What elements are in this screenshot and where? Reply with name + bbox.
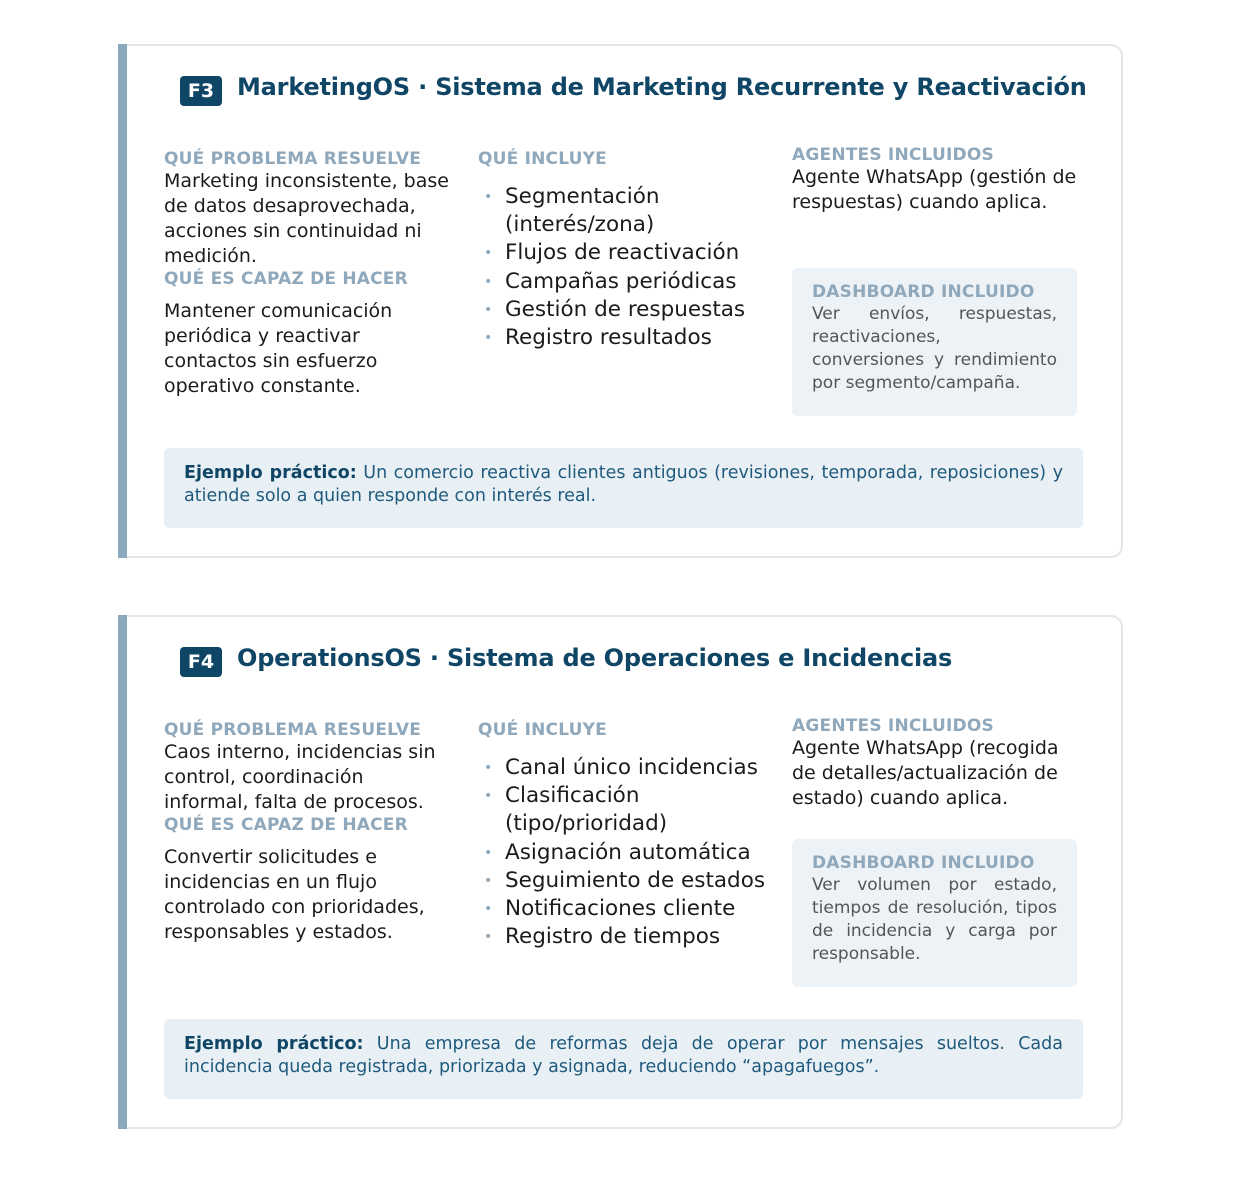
dashboard-box — [792, 839, 1077, 987]
list-item: • Seguimiento de estados — [478, 867, 778, 895]
problem-column — [164, 149, 454, 399]
bullet-icon: • — [484, 273, 493, 290]
problem-column — [164, 720, 454, 945]
dashboard-box — [792, 268, 1077, 416]
bullet-icon: • — [484, 929, 493, 946]
example-text: Un comercio reactiva clientes antiguos (revisiones, temporada, reposiciones) y atiende solo a quien responde con interés real. — [184, 463, 1063, 506]
includes-label: QUÉ INCLUYE — [478, 720, 607, 740]
problem-label: QUÉ PROBLEMA RESUELVE — [164, 720, 422, 740]
card-marketingos — [118, 44, 1123, 558]
bullet-icon: • — [484, 245, 493, 262]
list-item: • Segmentación (interés/zona) — [484, 184, 660, 238]
section-badge: F4 — [180, 647, 222, 677]
bullet-icon: • — [484, 301, 493, 318]
example-text: Una empresa de reformas deja de operar por mensajes sueltos. Cada incidencia queda registrada, priorizada y asignada, reduciendo “apagafuegos”. — [184, 1034, 1063, 1077]
dashboard-text: Ver volumen por estado, tiempos de resolución, tipos de incidencia y carga por responsable. — [812, 875, 1057, 964]
includes-column — [478, 149, 778, 352]
list-item: • Registro resultados — [478, 324, 778, 352]
list-item: • Notificaciones cliente — [478, 895, 778, 923]
bullet-icon: • — [484, 844, 493, 861]
dashboard-label: DASHBOARD INCLUIDO — [812, 853, 1035, 873]
dashboard-text: Ver envíos, respuestas, reactivaciones, conversiones y rendimiento por segmento/campaña. — [812, 304, 1057, 393]
card-operationsos — [118, 615, 1123, 1129]
bullet-icon: • — [484, 330, 493, 347]
list-item: • Flujos de reactivación — [478, 239, 778, 267]
list-item: • Asignación automática — [478, 839, 778, 867]
card-title: OperationsOS · Sistema de Operaciones e Incidencias — [237, 644, 953, 672]
section-badge: F3 — [180, 76, 222, 106]
bullet-icon: • — [484, 788, 493, 805]
capable-label: QUÉ ES CAPAZ DE HACER — [164, 815, 408, 835]
list-item: • Gestión de respuestas — [478, 296, 778, 324]
problem-text: Caos interno, incidencias sin control, coordinación informal, falta de procesos. — [164, 741, 436, 813]
example-box — [164, 448, 1083, 528]
agents-text: Agente WhatsApp (gestión de respuestas) cuando aplica. — [792, 166, 1077, 213]
capable-label: QUÉ ES CAPAZ DE HACER — [164, 269, 408, 289]
example-label: Ejemplo práctico: — [184, 463, 357, 483]
list-item: • Canal único incidencias — [478, 754, 778, 782]
bullet-icon: • — [484, 872, 493, 889]
card-title: MarketingOS · Sistema de Marketing Recurrente y Reactivación — [237, 73, 1087, 101]
agents-column — [792, 716, 1082, 811]
bullet-icon: • — [484, 901, 493, 918]
agents-column — [792, 145, 1082, 215]
problem-label: QUÉ PROBLEMA RESUELVE — [164, 149, 422, 169]
dashboard-label: DASHBOARD INCLUIDO — [812, 282, 1035, 302]
includes-list — [478, 754, 778, 951]
agents-label: AGENTES INCLUIDOS — [792, 145, 994, 165]
includes-column — [478, 720, 778, 951]
list-item: • Campañas periódicas — [478, 268, 778, 296]
capable-text: Convertir solicitudes e incidencias en un flujo controlado con prioridades, responsables y estados. — [164, 846, 425, 943]
agents-label: AGENTES INCLUIDOS — [792, 716, 994, 736]
capable-text: Mantener comunicación periódica y reactivar contactos sin esfuerzo operativo constante. — [164, 300, 393, 397]
problem-text: Marketing inconsistente, base de datos desaprovechada, acciones sin continuidad ni medición. — [164, 170, 449, 267]
includes-list — [478, 183, 778, 352]
includes-label: QUÉ INCLUYE — [478, 149, 607, 169]
bullet-icon: • — [484, 760, 493, 776]
example-box — [164, 1019, 1083, 1099]
list-item: • Clasificación (tipo/prioridad) — [484, 783, 668, 837]
list-item: • Registro de tiempos — [478, 923, 778, 951]
bullet-icon: • — [484, 189, 493, 205]
example-label: Ejemplo práctico: — [184, 1034, 364, 1054]
agents-text: Agente WhatsApp (recogida de detalles/actualización de estado) cuando aplica. — [792, 737, 1059, 809]
